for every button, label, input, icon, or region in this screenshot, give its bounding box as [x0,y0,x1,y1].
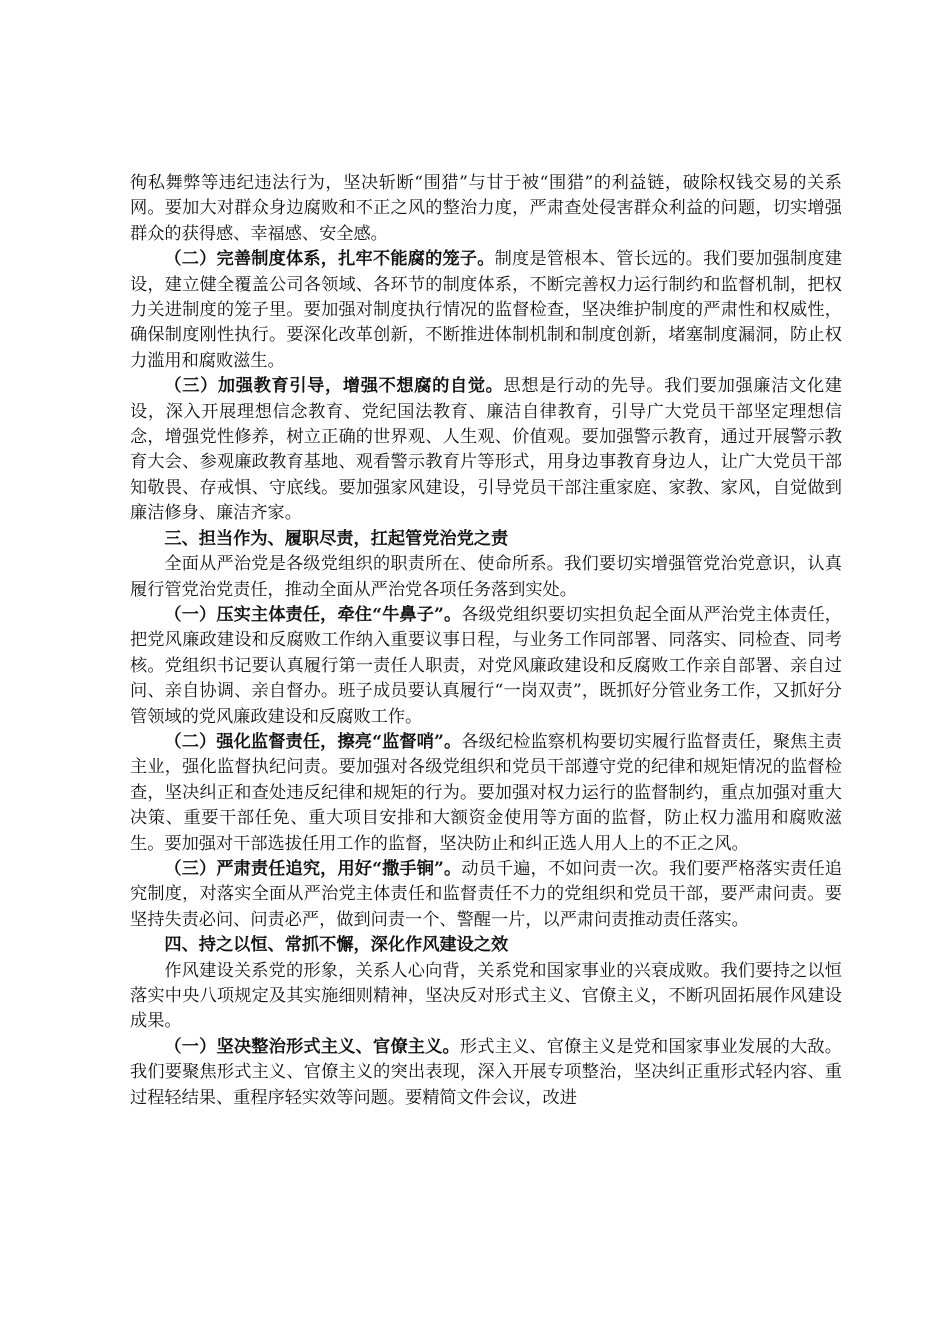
paragraph-education [130,374,842,526]
paragraph-text: 作风建设关系党的形象，关系人心向背，关系党和国家事业的兴衰成败。我们要持之以恒落实中央八项规定及其实施细则精神，坚决反对形式主义、官僚主义，不断巩固拓展作风建设成果。 [130,960,842,1032]
paragraph-section-3-intro [130,552,842,603]
paragraph-lead: （三）加强教育引导，增强不想腐的自觉。 [164,376,504,397]
paragraph-text: 制度是管根本、管长远的。我们要加强制度建设，建立健全覆盖公司各领域、各环节的制度体系，不断完善权力运行制约和监督机制，把权力关进制度的笼子里。要加强对制度执行情况的监督检查，坚决维护制度的严肃性和权威性，确保制度刚性执行。要深化改革创新，不断推进体制机制和制度创新，堵塞制度漏洞，防止权力滥用和腐败滋生。 [130,249,842,371]
section-heading-3 [130,527,842,552]
paragraph-continuation [130,171,842,247]
section-heading-4 [130,933,842,958]
document-page [130,171,842,1111]
section-heading-text: 三、担当作为、履职尽责，扛起管党治党之责 [164,528,509,549]
paragraph-text: 徇私舞弊等违纪违法行为，坚决斩断“围猎”与甘于被“围猎”的利益链，破除权钱交易的关系网。要加大对群众身边腐败和不正之风的整治力度，严肃查处侵害群众利益的问题，切实增强群众的获得感、幸福感、安全感。 [130,173,842,244]
paragraph-text: 形式主义、官僚主义是党和国家事业发展的大敌。我们要聚焦形式主义、官僚主义的突出表现，深入开展专项整治，坚决纠正重形式轻内容、重过程轻结果、重程序轻实效等问题。要精简文件会议，改进 [130,1036,842,1108]
paragraph-text: 各级党组织要切实担负起全面从严治党主体责任，把党风廉政建设和反腐败工作纳入重要议事日程，与业务工作同部署、同落实、同检查、同考核。党组织书记要认真履行第一责任人职责，对党风廉政建设和反腐败工作亲自部署、亲自过问、亲自协调、亲自督办。班子成员要认真履行“一岗双责”，既抓好分管业务工作，又抓好分管领域的党风廉政建设和反腐败工作。 [130,604,842,727]
paragraph-lead: （一）压实主体责任，牵住“牛鼻子”。 [164,604,462,625]
paragraph-supervision-responsibility [130,730,842,857]
paragraph-text: 动员千遍，不如问责一次。我们要严格落实责任追究制度，对落实全面从严治党主体责任和监督责任不力的党组织和党员干部，要严肃问责。要坚持失责必问、问责必严，做到问责一个、警醒一片，以严肃问责推动责任落实。 [130,858,842,930]
paragraph-system-building [130,247,842,374]
paragraph-lead: （三）严肃责任追究，用好“撒手锏”。 [164,858,462,879]
section-heading-text: 四、持之以恒、常抓不懈，深化作风建设之效 [164,935,509,956]
paragraph-lead: （一）坚决整治形式主义、官僚主义。 [164,1036,460,1057]
paragraph-accountability [130,857,842,933]
paragraph-formalism [130,1035,842,1111]
paragraph-text: 各级纪检监察机构要切实履行监督责任，聚焦主责主业，强化监督执纪问责。要加强对各级党组织和党员干部遵守党的纪律和规矩情况的监督检查，坚决纠正和查处违反纪律和规矩的行为。要加强对权力运行的监督制约，重点加强对重大决策、重要干部任免、重大项目安排和大额资金使用等方面的监督，防止权力滥用和腐败滋生。要加强对干部选拔任用工作的监督，坚决防止和纠正选人用人上的不正之风。 [130,731,842,854]
paragraph-text: 全面从严治党是各级党组织的职责所在、使命所系。我们要切实增强管党治党意识，认真履行管党治党责任，推动全面从严治党各项任务落到实处。 [130,554,842,600]
paragraph-lead: （二）强化监督责任，擦亮“监督哨”。 [164,731,462,752]
paragraph-main-responsibility [130,603,842,730]
paragraph-section-4-intro [130,959,842,1035]
paragraph-lead: （二）完善制度体系，扎牢不能腐的笼子。 [164,249,495,270]
paragraph-text: 思想是行动的先导。我们要加强廉洁文化建设，深入开展理想信念教育、党纪国法教育、廉洁自律教育，引导广大党员干部坚定理想信念，增强党性修养，树立正确的世界观、人生观、价值观。要加强警示教育，通过开展警示教育大会、参观廉政教育基地、观看警示教育片等形式，用身边事教育身边人，让广大党员干部知敬畏、存戒惧、守底线。要加强家风建设，引导党员干部注重家庭、家教、家风，自觉做到廉洁修身、廉洁齐家。 [130,376,842,524]
